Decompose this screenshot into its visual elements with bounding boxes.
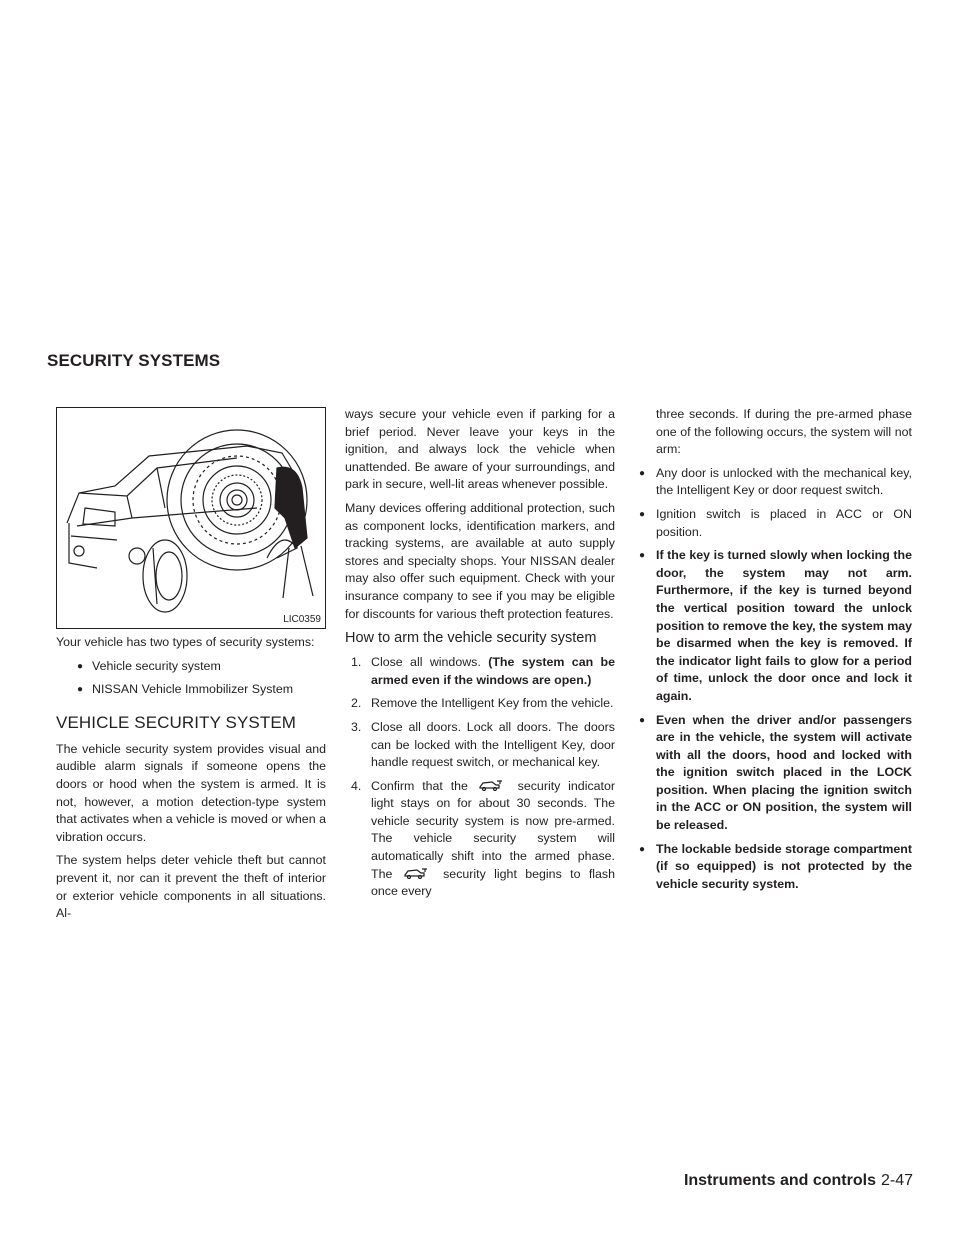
security-indicator-icon (478, 779, 504, 791)
paragraph: three seconds. If during the pre-armed phase one of the following occurs, the system will not arm: (656, 407, 912, 457)
page-footer (684, 1172, 913, 1190)
intro-text: Your vehicle has two types of security systems: (56, 635, 315, 649)
security-light-icon (403, 867, 429, 879)
step-number: 4. (351, 778, 362, 793)
step-note: (The system can be armed even if the windows are open.) (371, 655, 615, 687)
list-item-warning: ● The lockable bedside storage compartment (if so equipped) is not protected by the vehicle security system. (634, 841, 912, 894)
list-item: ● Any door is unlocked with the mechanical key, the Intelligent Key or door request switch. (634, 465, 912, 500)
step-text: Confirm that the (371, 778, 468, 793)
step-4 (345, 778, 615, 901)
footer-section-label: Instruments and controls (683, 1172, 876, 1189)
step-number: 1. (351, 655, 362, 670)
step-text: security light begins to flash once every (371, 866, 615, 899)
step-2 (345, 695, 615, 713)
heading-vehicle-security-system: VEHICLE SECURITY SYSTEM (56, 712, 297, 732)
list-item-warning: ● Even when the driver and/or passengers are in the vehicle, the system will activate with all the doors, hood and locked with the ignition switch placed in the LOCK position. When placing the ignition switch in the ACC or ON position, the system will be released. (634, 712, 912, 835)
list-item-warning: ● If the key is turned slowly when locking the door, the system may not arm. Furthermore, if the key is turned beyond the vertical position toward the unlock position to remove the key, the system may be disarmed when the key is removed. If the indicator light fails to glow for a period of time, unlock the door once and lock it again. (634, 547, 912, 705)
step-number: 2. (351, 696, 362, 711)
paragraph: ways secure your vehicle even if parking for a brief period. Never leave your keys in the ignition, and always lock the vehicle when unattended. Be aware of your surroundings, and park in secure, well-lit areas whenever possible. (345, 407, 615, 492)
step-number: 3. (351, 719, 362, 734)
column-2 (345, 406, 615, 907)
heading-how-to-arm: How to arm the vehicle security system (345, 630, 597, 647)
list-item: ● Ignition switch is placed in ACC or ON position. (634, 506, 912, 541)
column-1 (56, 634, 326, 929)
vehicle-alarm-illustration (57, 408, 326, 629)
list-item-security-type: ● Vehicle security system (56, 658, 326, 676)
step-3 (345, 719, 615, 772)
step-text: Remove the Intelligent Key from the vehicle. (371, 696, 614, 711)
step-text: Close all windows. (371, 655, 481, 670)
section-title: SECURITY SYSTEMS (47, 351, 221, 370)
paragraph: Many devices offering additional protection, such as component locks, identification markers, and tracking systems, are available at auto supply stores and specialty shops. Your NISSAN dealer may also offer such equipment. Check with your insurance company to see if you may be eligible for discounts for various theft protection features. (345, 500, 615, 621)
paragraph: The vehicle security system provides visual and audible alarm signals if someone opens the doors or hood when the system is armed. It is not, however, a motion detection-type system that activates when a vehicle is moved or when a vibration occurs. (56, 741, 326, 844)
figure-vehicle-security (56, 407, 326, 629)
figure-label: LIC0359 (283, 614, 321, 625)
step-text: Close all doors. Lock all doors. The doors can be locked with the Intelligent Key, door handle request switch, or mechanical key. (371, 719, 615, 770)
step-text: security indicator light stays on for about 30 seconds. The vehicle security system is now pre-armed. The vehicle security system will automatically shift into the armed phase. The (371, 778, 616, 881)
column-3 (634, 406, 912, 899)
step-1 (345, 654, 615, 689)
page-number: 2-47 (880, 1172, 913, 1189)
paragraph: The system helps deter vehicle theft but cannot prevent it, nor can it prevent the theft of interior or exterior vehicle components in all situations. Al- (56, 853, 326, 921)
list-item-security-type: ● NISSAN Vehicle Immobilizer System (56, 681, 326, 699)
